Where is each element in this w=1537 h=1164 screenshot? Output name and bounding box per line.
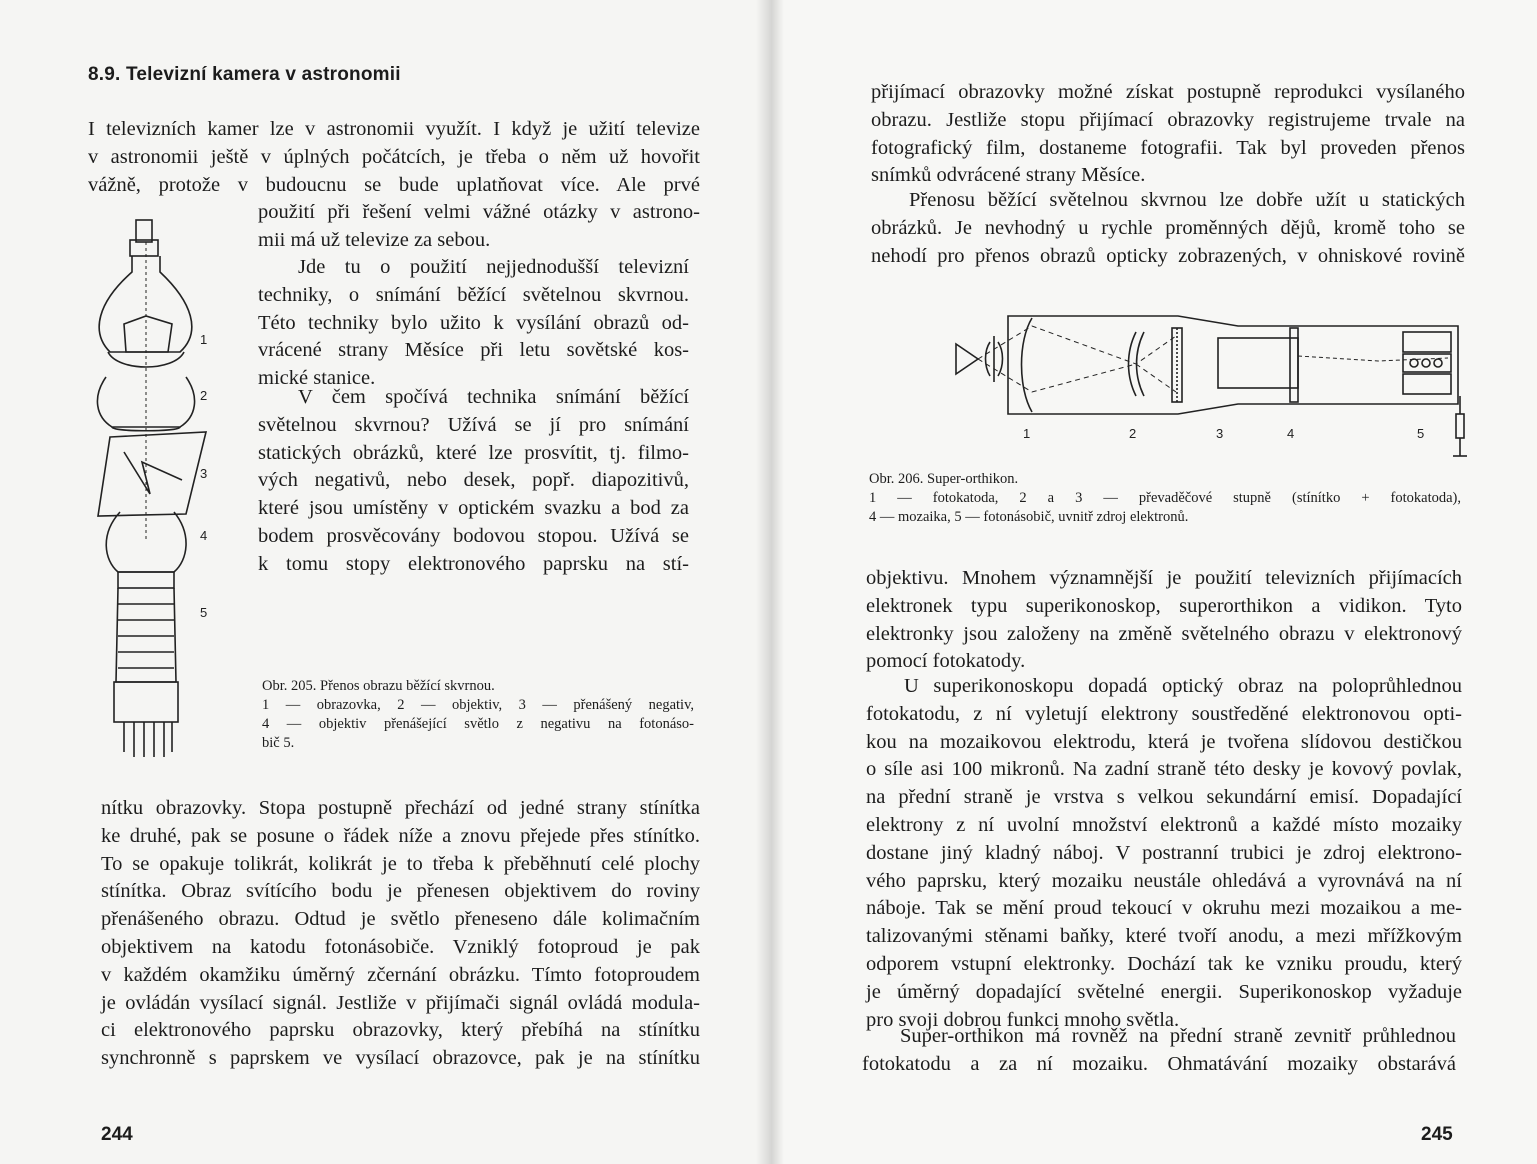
right-paragraph-4 [866, 673, 1462, 1034]
text-line: pro svoji dobrou funkci mnoho světla. [866, 1008, 1180, 1031]
text-line: Této techniky bylo užito k vysílání obrazů od- [258, 311, 689, 334]
figure-205-tube-diagram [88, 212, 248, 772]
figure-205-label-4: 4 [200, 528, 208, 543]
text-line: náboje. Tak se mění proud tekoucí v okruhu mezi mozaikou a me- [866, 897, 1462, 920]
text-line: o síle asi 100 mikronů. Na zadní straně této desky je kovový povlak, [866, 758, 1462, 781]
right-paragraph-3 [866, 565, 1462, 676]
text-line: kou na mozaikovou elektrodu, která je tvořena slídovou destičkou [866, 730, 1462, 753]
caption-line: 1 — obrazovka, 2 — objektiv, 3 — přenášený negativ, [262, 697, 694, 713]
text-line: v astronomii ještě v úplných počátcích, je třeba o něm už hovořit [88, 145, 700, 168]
text-line: fotokatodu a za ní mozaiku. Ohmatávání mozaiky obstarává [862, 1052, 1456, 1075]
text-line: V čem spočívá technika snímání běžící [298, 386, 689, 408]
text-line: vých negativů, nebo desek, popř. diapozitivů, [258, 469, 689, 492]
text-line: které jsou umístěny v optickém svazku a bod za [258, 497, 689, 520]
figure-206-label-5: 5 [1417, 426, 1425, 441]
caption-line: bič 5. [262, 735, 295, 751]
figure-205-label-3: 3 [200, 466, 208, 481]
caption-line: 1 — fotokatoda, 2 a 3 — převaděčové stupně (stínítko + fotokatoda), [869, 490, 1461, 506]
text-line: Přenosu běžící světelnou skvrnou lze dobře užít u statických [909, 189, 1465, 211]
left-paragraph-4 [101, 795, 700, 1073]
figure-206-caption [869, 470, 1461, 527]
text-line: synchronně s paprskem ve vysílací obrazovce, pak je na stínítku [101, 1047, 700, 1070]
text-line: talizovanými stěnami baňky, které tvoří anodu, a mezi mřížkovým [866, 925, 1462, 948]
text-line: bodem prosvěcovány bodovou stopou. Užívá se [258, 524, 689, 547]
page-number-right: 245 [1421, 1124, 1453, 1145]
figure-205-label-2: 2 [200, 388, 208, 403]
figure-206-label-2: 2 [1129, 426, 1137, 441]
text-line: obrazu. Jestliže stopu přijímací obrazovky registrujeme trvale na [871, 108, 1465, 131]
book-gutter [756, 0, 784, 1164]
text-line: je ovládán vysílací signál. Jestliže v přijímači signál ovládá modula- [101, 991, 700, 1014]
text-line: obrázků. Je nevhodný u rychle proměnných dějů, kromě toho se [871, 216, 1465, 239]
text-line: mické stanice. [258, 367, 376, 390]
text-line: techniky, o snímání běžící světelnou skvrnou. [258, 283, 689, 306]
figure-206-label-3: 3 [1216, 426, 1224, 441]
text-line: elektrony z ní uvolní množství elektronů a každé místo mozaiky [866, 813, 1462, 836]
text-line: I televizních kamer lze v astronomii využít. I když je užití televize [88, 118, 700, 140]
text-line: ci elektronového paprsku obrazovky, který přebíhá na stínítku [101, 1019, 700, 1042]
text-line: elektronek typu superikonoskop, superorthikon a vidikon. Tyto [866, 594, 1462, 617]
text-line: na přední straně je vrstva s velkou sekundární emisí. Dopadající [866, 786, 1462, 809]
text-line: přijímací obrazovky možné získat postupně reprodukci vysílaného [871, 81, 1465, 103]
text-line: přenášeného obrazu. Odtud je světlo přeneseno dále kolimačním [101, 908, 700, 931]
caption-line: Obr. 205. Přenos obrazu běžící skvrnou. [262, 678, 495, 694]
left-intro-paragraph [88, 116, 700, 199]
caption-line: Obr. 206. Super-orthikon. [869, 471, 1019, 487]
caption-line: 4 — mozaika, 5 — fotonásobič, uvnitř zdroj elektronů. [869, 509, 1189, 525]
text-line: vrácené strany Měsíce při letu sovětské kos- [258, 339, 689, 362]
left-paragraph-2 [258, 254, 689, 393]
caption-line: 4 — objektiv přenášející světlo z negativu na fotonáso- [262, 716, 694, 732]
left-intro-continued [258, 199, 700, 255]
text-line: nítku obrazovky. Stopa postupně přechází od jedné strany stínítka [101, 797, 700, 819]
text-line: Jde tu o použití nejjednodušší televizní [298, 256, 689, 278]
figure-206-label-4: 4 [1287, 426, 1295, 441]
text-line: pomocí fotokatody. [866, 650, 1026, 673]
text-line: U superikonoskopu dopadá optický obraz na poloprůhlednou [904, 675, 1462, 697]
text-line: objektivu. Mnohem významnější je použití televizních přijímacích [866, 567, 1462, 589]
text-line: elektronky jsou založeny na změně světelného obrazu v elektronový [866, 622, 1462, 645]
right-paragraph-1 [871, 79, 1465, 190]
text-line: ke druhé, pak se posune o řádek níže a znovu přejede přes stínítko. [101, 824, 700, 847]
section-heading: 8.9. Televizní kamera v astronomii [88, 64, 401, 85]
text-line: odporem vstupní elektronky. Dochází tak ke vzniku proudu, který [866, 952, 1462, 975]
text-line: fotografický film, dostaneme fotografii. Tak byl proveden přenos [871, 136, 1465, 159]
figure-206-label-1: 1 [1023, 426, 1031, 441]
text-line: objektivem na katodu fotonásobiče. Vzniklý fotoproud je pak [101, 935, 700, 958]
figure-205-label-5: 5 [200, 605, 208, 620]
text-line: je úměrný dopadající světelné energii. Superikonoskop vyžaduje [866, 980, 1462, 1003]
text-line: snímků odvrácené strany Měsíce. [871, 164, 1146, 187]
text-line: To se opakuje tolikrát, kolikrát je to třeba k přeběhnutí celé plochy [101, 852, 700, 875]
text-line: použití při řešení velmi vážné otázky v astrono- [258, 201, 700, 223]
page-number-left: 244 [101, 1124, 133, 1145]
text-line: statických obrázků, které lze prosvítit, tj. filmo- [258, 441, 689, 464]
figure-206-super-orthikon-diagram [948, 296, 1478, 466]
text-line: fotokatodu, z ní vyletují elektrony soustředěné elektronovou opti- [866, 702, 1462, 725]
text-line: dostane jiný kladný náboj. V postranní trubici je zdroj elektrono- [866, 841, 1462, 864]
text-line: světelnou skvrnou? Užívá se jí pro snímání [258, 413, 689, 436]
text-line: nehodí pro přenos obrazů opticky zobrazených, v ohniskové rovině [871, 244, 1465, 267]
text-line: vého paprsku, který mozaiku neustále ohledává a vyrovnává na ní [866, 869, 1462, 892]
figure-205-caption [262, 677, 694, 753]
right-paragraph-5 [862, 1023, 1456, 1079]
right-paragraph-2 [871, 187, 1465, 270]
text-line: v každém okamžiku úměrný zčernání obrázku. Tímto fotoproudem [101, 963, 700, 986]
text-line: vážně, protože v budoucnu se bude uplatňovat více. Ale prvé [88, 173, 700, 196]
left-paragraph-3 [258, 384, 689, 579]
text-line: Super-orthikon má rovněž na přední straně zevnitř průhlednou [900, 1025, 1456, 1047]
text-line: mii má už televize za sebou. [258, 228, 491, 251]
text-line: stínítka. Obraz svítícího bodu je přenesen objektivem do roviny [101, 880, 700, 903]
text-line: k tomu stopy elektronového paprsku na stí- [258, 552, 689, 575]
figure-205-label-1: 1 [200, 332, 208, 347]
